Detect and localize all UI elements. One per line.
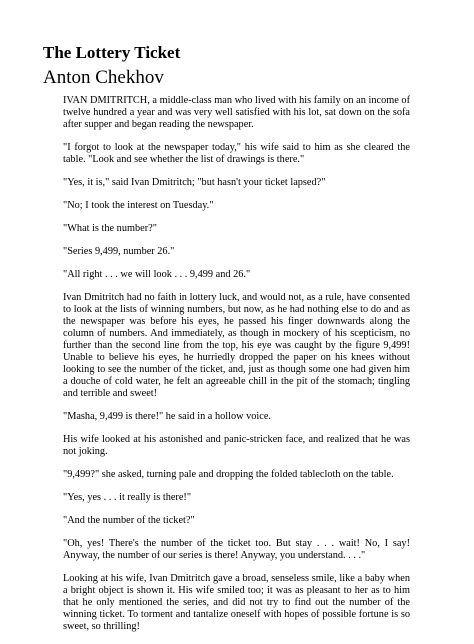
paragraph: "What is the number?" (63, 223, 157, 234)
paragraph: "9,499?" she asked, turning pale and dropping the folded tablecloth on the table. (63, 469, 394, 480)
paragraph: His wife looked at his astonished and panic-stricken face, and realized that he was not joking. (63, 434, 410, 457)
document-author: Anton Chekhov (43, 67, 164, 88)
paragraph: "And the number of the ticket?" (63, 515, 195, 526)
paragraph: "Masha, 9,499 is there!" he said in a hollow voice. (63, 411, 272, 422)
paragraph: "I forgot to look at the newspaper today," his wife said to him as she cleared the table. "Look and see whether the list of drawings is there." (63, 142, 410, 165)
paragraph: "Oh, yes! There's the number of the ticket too. But stay . . . wait! No, I say! Anyway, the number of our series is there! Anyway, you understand. . . ." (63, 538, 410, 561)
paragraph: IVAN DMITRITCH, a middle-class man who lived with his family on an income of twelve hundred a year and was very well satisfied with his lot, sat down on the sofa after supper and began reading the newspaper. (63, 95, 410, 130)
paragraph: Looking at his wife, Ivan Dmitritch gave a broad, senseless smile, like a baby when a bright object is shown it. His wife smiled too; it was as pleasant to her as to him that he only mentioned the series, and did not try to find out the number of the winning ticket. To torment and tantalize oneself with hopes of possible fortune is so sweet, so thrilling! (63, 573, 410, 632)
paragraph: "Series 9,499, number 26." (63, 246, 175, 257)
document-body (63, 95, 410, 644)
document-title: The Lottery Ticket (43, 43, 181, 62)
paragraph: "All right . . . we will look . . . 9,499 and 26." (63, 269, 251, 280)
paragraph: "Yes, it is," said Ivan Dmitritch; "but hasn't your ticket lapsed?" (63, 177, 326, 188)
paragraph: Ivan Dmitritch had no faith in lottery luck, and would not, as a rule, have consented to look at the lists of winning numbers, but now, as he had nothing else to do and as the newspaper was before his eyes, he passed his finger downwards along the column of numbers. And immediately, as though in mockery of his scepticism, no further than the second line from the top, his eye was caught by the figure 9,499! Unable to believe his eyes, he hurriedly dropped the paper on his knees without looking to see the number of the ticket, and, just as though some one had given him a douche of cold water, he felt an agreeable chill in the pit of the stomach; tingling and terrible and sweet! (63, 292, 410, 399)
paragraph: "Yes, yes . . . it really is there!" (63, 492, 192, 503)
paragraph: "No; I took the interest on Tuesday." (63, 200, 214, 211)
